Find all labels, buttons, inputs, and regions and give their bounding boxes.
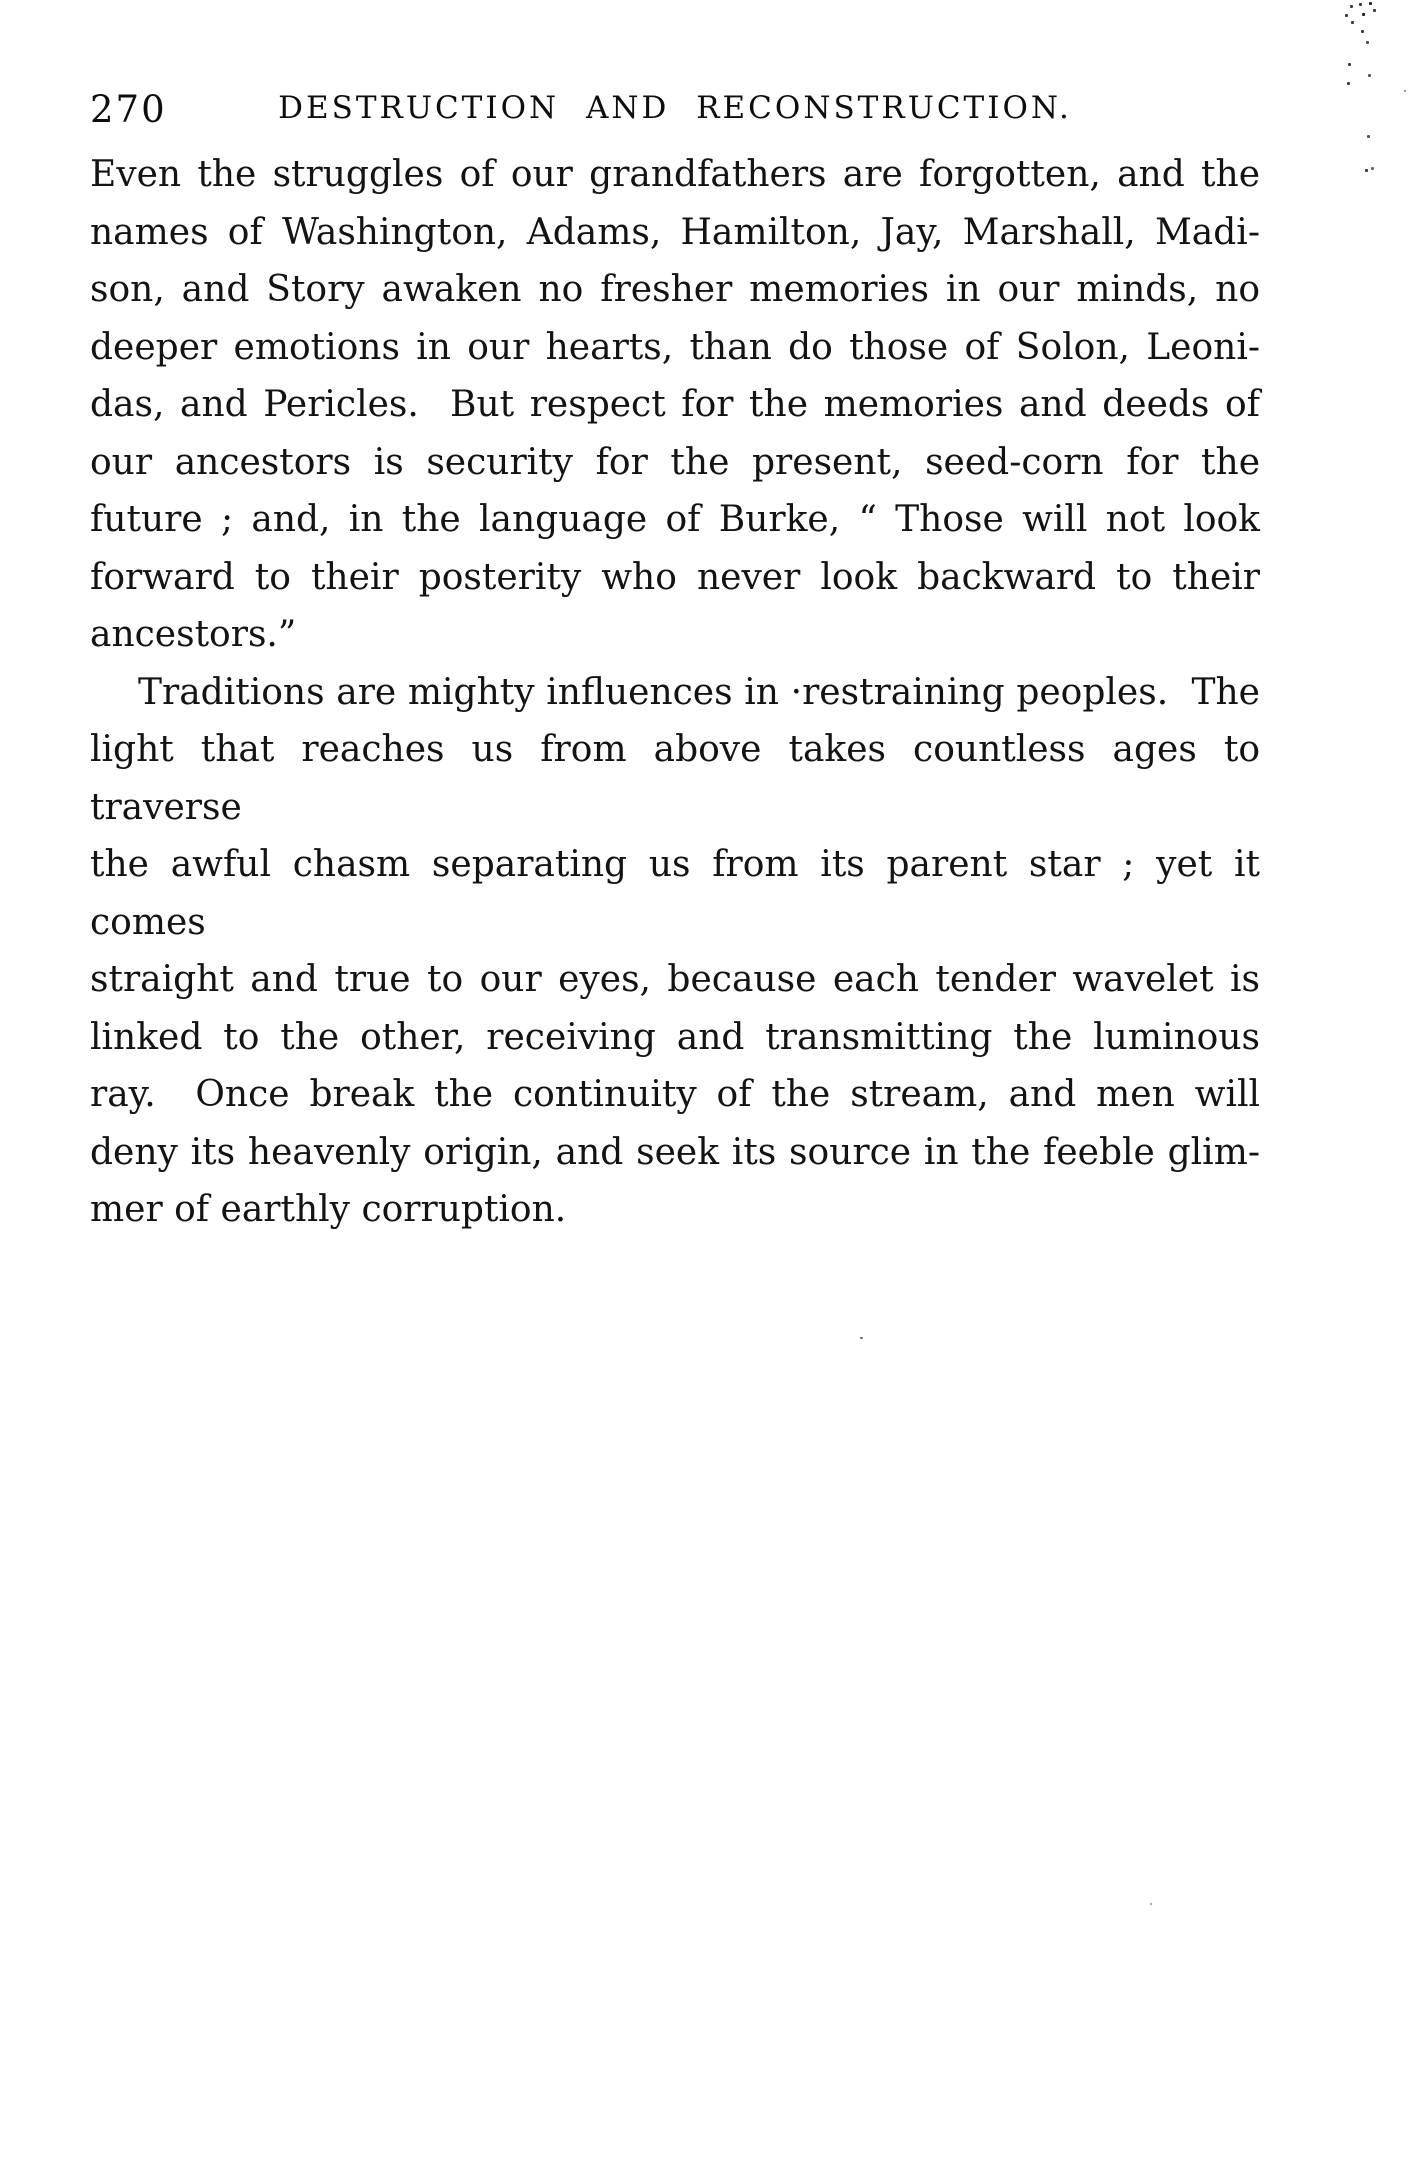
- scan-noise-dot: [860, 1337, 863, 1339]
- scan-noise-dot: [1368, 74, 1371, 77]
- scan-noise-dot: [1351, 21, 1354, 24]
- scan-noise-dot: [1369, 2, 1372, 5]
- scan-noise-dot: [1365, 169, 1368, 172]
- scan-noise-dot: [1350, 5, 1353, 8]
- text-line: ancestors.”: [90, 614, 297, 655]
- page-number: 270: [90, 88, 167, 131]
- scan-noise-dot: [1361, 30, 1364, 33]
- scan-noise-dot: [1371, 167, 1374, 170]
- scan-noise-dot: [1362, 13, 1365, 16]
- text-line: light that reaches us from above takes countless ages to traverse: [90, 729, 1272, 828]
- text-line: ray. Once break the continuity of the stream, and men will: [90, 1074, 1260, 1115]
- text-line: deeper emotions in our hearts, than do those of Solon, Leoni-: [90, 326, 1260, 368]
- body-text: [90, 146, 1272, 1239]
- text-line: straight and true to our eyes, because each tender wavelet is: [90, 959, 1260, 1000]
- text-line: names of Washington, Adams, Hamilton, Jay, Marshall, Madi-: [90, 211, 1260, 253]
- scan-noise-dot: [1359, 3, 1362, 6]
- scan-noise-dot: [1347, 82, 1350, 85]
- text-line: our ancestors is security for the present, seed-corn for the: [90, 441, 1260, 483]
- paragraph: [90, 664, 1272, 1239]
- text-line: the awful chasm separating us from its parent star ; yet it comes: [90, 844, 1272, 943]
- text-line: Even the struggles of our grandfathers are forgotten, and the: [90, 154, 1260, 195]
- text-line: Traditions are mighty influences in ·restraining peoples. The: [138, 671, 1260, 713]
- running-head: [90, 86, 1260, 130]
- text-line: mer of earthly corruption.: [90, 1189, 567, 1230]
- scan-noise-dot: [1404, 90, 1406, 92]
- scan-noise-dot: [1366, 41, 1369, 44]
- text-line: son, and Story awaken no fresher memories in our minds, no: [90, 269, 1260, 310]
- scan-noise-dot: [1348, 63, 1351, 66]
- text-line: linked to the other, receiving and transmitting the luminous: [90, 1016, 1260, 1058]
- text-line: deny its heavenly origin, and seek its source in the feeble glim-: [90, 1131, 1260, 1173]
- scan-noise-dot: [1367, 135, 1370, 138]
- running-title: DESTRUCTION AND RECONSTRUCTION.: [278, 90, 1072, 126]
- scan-noise-dot: [1150, 1903, 1152, 1905]
- scan-noise-dot: [1373, 9, 1376, 12]
- text-line: future ; and, in the language of Burke, “ Those will not look: [90, 499, 1260, 540]
- paragraph: [90, 146, 1260, 664]
- text-line: das, and Pericles. But respect for the memories and deeds of: [90, 384, 1260, 425]
- scan-noise-dot: [1345, 14, 1348, 17]
- text-line: forward to their posterity who never look backward to their: [90, 556, 1260, 598]
